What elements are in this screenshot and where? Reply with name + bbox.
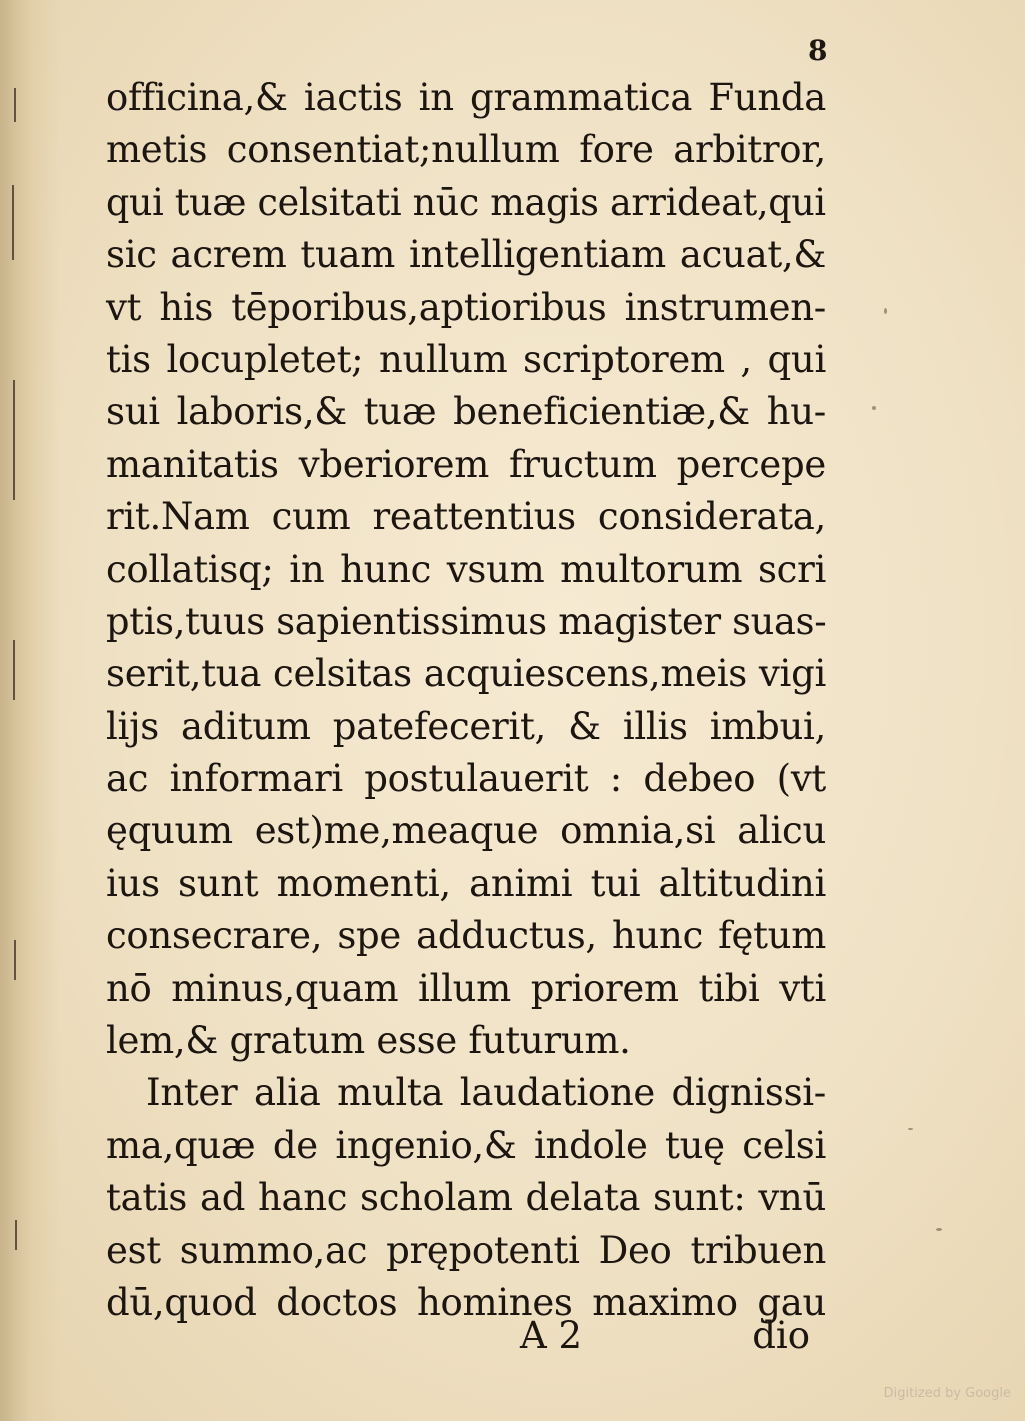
text-line: serit,tua celsitas acquiescens,meis vigi xyxy=(106,652,826,696)
text-line: officina,& iactis in grammatica Funda xyxy=(106,76,826,119)
text-line: nō minus,quam illum priorem tibi vti xyxy=(106,966,826,1010)
paragraph-start-line: Inter alia multa laudatione dignissi- xyxy=(146,1071,826,1115)
paper-speck xyxy=(908,1128,913,1130)
text-line: collatisq; in hunc vsum multorum scri xyxy=(106,547,826,591)
edge-mark xyxy=(14,88,16,122)
paper-speck xyxy=(936,1228,942,1231)
text-line: metis consentiat;nullum fore arbitror, xyxy=(106,128,826,172)
text-line: rit.Nam cum reattentius considerata, xyxy=(106,495,826,539)
text-line: ma,quæ de ingenio,& indole tuę celsi xyxy=(106,1123,826,1167)
text-line: manitatis vberiorem fructum percepe xyxy=(106,442,826,486)
text-line: lem,& gratum esse futurum. xyxy=(106,1019,631,1063)
edge-mark xyxy=(15,1220,17,1250)
text-line: consecrare, spe adductus, hunc fętum xyxy=(106,914,826,958)
paper-speck xyxy=(872,406,876,410)
catchword: dio xyxy=(752,1314,810,1357)
text-line: tis locupletet; nullum scriptorem , qui xyxy=(106,337,826,381)
text-line: lijs aditum patefecerit, & illis imbui, xyxy=(106,704,826,748)
text-line: tatis ad hanc scholam delata sunt: vnū xyxy=(106,1176,826,1220)
text-line: ęquum est)me,meaque omnia,si alicu xyxy=(106,809,826,853)
text-line: qui tuæ celsitati nūc magis arrideat,qui xyxy=(106,180,826,224)
gutter-shadow xyxy=(0,0,60,1421)
signature-mark: A 2 xyxy=(520,1314,583,1357)
paper-speck xyxy=(884,308,887,314)
text-line: sic acrem tuam intelligentiam acuat,& xyxy=(106,233,826,277)
text-line: est summo,ac prępotenti Deo tribuen xyxy=(106,1228,826,1272)
page-footer xyxy=(520,1310,810,1362)
text-line: dū,quod doctos homines maximo gau xyxy=(106,1280,826,1324)
text-line: ius sunt momenti, animi tui altitudini xyxy=(106,861,826,905)
page-number: 8 xyxy=(808,34,828,67)
digitization-credit: Digitized by Google xyxy=(883,1386,1011,1401)
text-line: ac informari postulauerit : debeo (vt xyxy=(106,757,826,801)
edge-mark xyxy=(13,640,15,700)
text-line: ptis,tuus sapientissimus magister suas- xyxy=(106,599,827,643)
text-line: vt his tēporibus,aptioribus instrumen- xyxy=(106,285,826,329)
edge-mark xyxy=(13,380,15,500)
text-line: sui laboris,& tuæ beneficientiæ,& hu- xyxy=(106,390,826,434)
body-text xyxy=(106,72,826,1329)
edge-mark xyxy=(14,940,16,980)
edge-mark xyxy=(12,185,14,260)
